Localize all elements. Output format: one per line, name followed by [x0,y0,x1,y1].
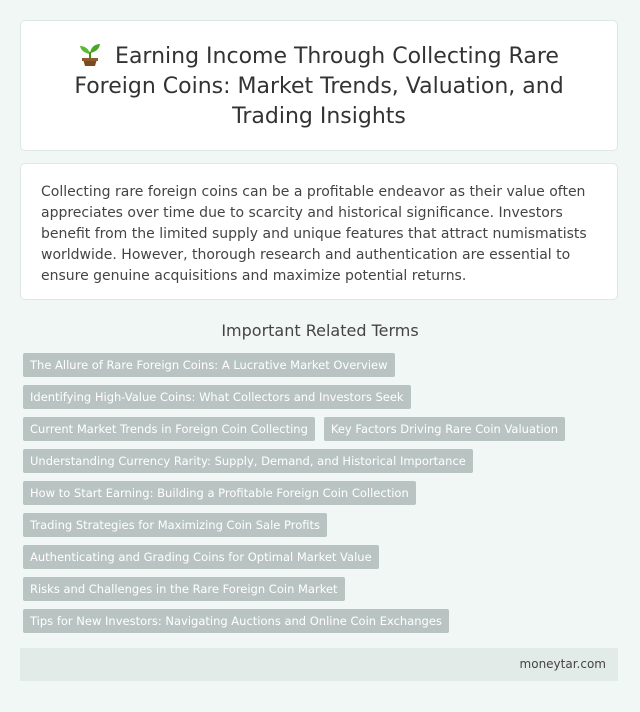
intro-card [20,163,618,300]
related-term-tag[interactable]: The Allure of Rare Foreign Coins: A Lucrative Market Overview [23,353,395,377]
related-term-tag[interactable]: How to Start Earning: Building a Profitable Foreign Coin Collection [23,481,416,505]
footer-site-link[interactable]: moneytar.com [519,657,606,671]
footer [20,648,618,681]
title-card [20,20,618,151]
related-term-tag[interactable]: Identifying High-Value Coins: What Collectors and Investors Seek [23,385,411,409]
related-term-tag[interactable]: Risks and Challenges in the Rare Foreign Coin Market [23,577,345,601]
related-term-tag[interactable]: Key Factors Driving Rare Coin Valuation [324,417,565,441]
page-title-text: Earning Income Through Collecting Rare Foreign Coins: Market Trends, Valuation, and Trading Insights [74,43,564,129]
sprout-icon [79,40,101,66]
related-term-tag[interactable]: Authenticating and Grading Coins for Optimal Market Value [23,545,379,569]
related-term-tag[interactable]: Trading Strategies for Maximizing Coin Sale Profits [23,513,327,537]
related-term-tag[interactable]: Tips for New Investors: Navigating Auctions and Online Coin Exchanges [23,609,449,633]
related-terms-list [23,353,623,641]
related-term-tag[interactable]: Current Market Trends in Foreign Coin Collecting [23,417,315,441]
page-title [21,40,617,132]
intro-paragraph: Collecting rare foreign coins can be a profitable endeavor as their value often appreciates over time due to scarcity and historical significance. Investors benefit from the limited supply and unique features that attract numismatists worldwide. However, thorough research and authentication are essential to ensure genuine acquisitions and maximize potential returns. [41,184,587,284]
related-terms-heading: Important Related Terms [221,321,419,340]
related-term-tag[interactable]: Understanding Currency Rarity: Supply, Demand, and Historical Importance [23,449,473,473]
